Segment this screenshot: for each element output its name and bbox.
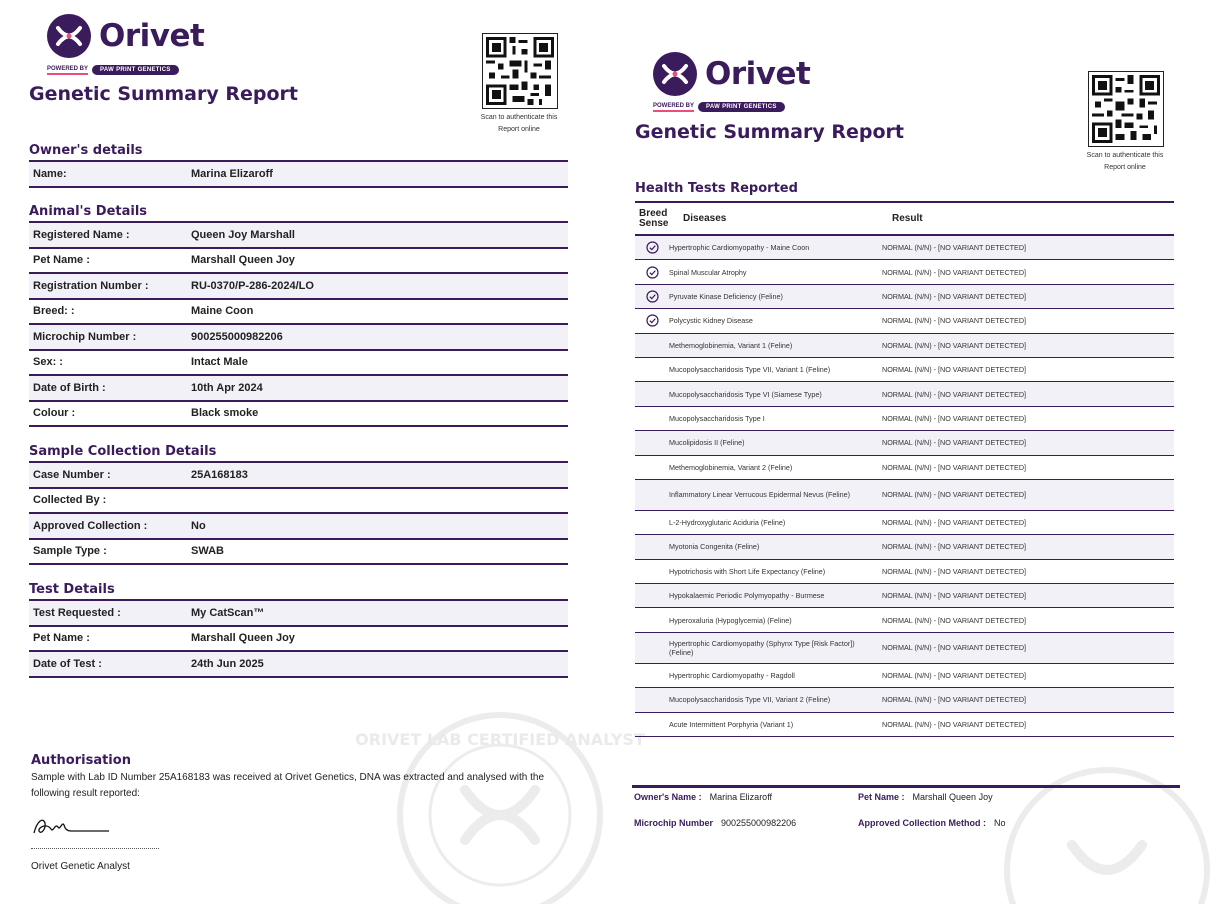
orivet-logo bbox=[653, 52, 810, 96]
authorisation-title: Authorisation bbox=[31, 753, 131, 768]
field-label: Collected By : bbox=[33, 494, 107, 507]
table-row bbox=[635, 608, 1174, 632]
test-result: NORMAL (N/N) - [NO VARIANT DETECTED] bbox=[882, 518, 1027, 528]
qr-code[interactable] bbox=[1088, 71, 1164, 147]
table-row bbox=[29, 489, 568, 515]
table-row bbox=[635, 633, 1174, 664]
table-row bbox=[635, 382, 1174, 406]
disease-name: Mucopolysaccharidosis Type VI (Siamese Type) bbox=[669, 389, 822, 399]
signature-line bbox=[31, 848, 159, 849]
footer-approved-label: Approved Collection Method : bbox=[858, 818, 986, 828]
powered-by-label: POWERED BY bbox=[653, 103, 694, 112]
certified-analyst-watermark bbox=[992, 755, 1224, 904]
field-label: Name: bbox=[33, 167, 67, 180]
field-value: Marshall Queen Joy bbox=[191, 254, 295, 267]
field-value: 25A168183 bbox=[191, 468, 248, 481]
field-value: RU-0370/P-286-2024/LO bbox=[191, 279, 314, 292]
test-result: NORMAL (N/N) - [NO VARIANT DETECTED] bbox=[882, 671, 1027, 681]
table-row bbox=[635, 480, 1174, 511]
field-label: Pet Name : bbox=[33, 632, 90, 645]
footer-approved-value: No bbox=[994, 818, 1006, 828]
table-row bbox=[29, 300, 568, 326]
test-result: NORMAL (N/N) - [NO VARIANT DETECTED] bbox=[882, 267, 1027, 277]
diseases-header: Diseases bbox=[683, 213, 727, 224]
table-row bbox=[29, 274, 568, 300]
table-row bbox=[29, 249, 568, 275]
field-label: Breed: : bbox=[33, 305, 75, 318]
field-label: Date of Birth : bbox=[33, 381, 106, 394]
field-label: Microchip Number : bbox=[33, 330, 137, 343]
powered-by-badge bbox=[47, 65, 179, 75]
orivet-logo bbox=[47, 14, 204, 58]
disease-name: Hypertrophic Cardiomyopathy - Ragdoll bbox=[669, 671, 795, 681]
disease-name: L-2-Hydroxyglutaric Aciduria (Feline) bbox=[669, 518, 786, 528]
sample-section-title: Sample Collection Details bbox=[29, 444, 217, 459]
brand-name: Orivet bbox=[99, 18, 205, 54]
field-label: Registration Number : bbox=[33, 279, 149, 292]
footer-pet-value: Marshall Queen Joy bbox=[912, 792, 993, 802]
test-result: NORMAL (N/N) - [NO VARIANT DETECTED] bbox=[882, 695, 1027, 705]
test-section-title: Test Details bbox=[29, 582, 115, 597]
authorisation-text: Sample with Lab ID Number 25A168183 was received at Orivet Genetics, DNA was extracted and analysed with the following result reported: bbox=[31, 772, 545, 799]
animal-details-table bbox=[29, 221, 568, 427]
partner-name: PAW PRINT GENETICS bbox=[698, 102, 785, 112]
field-label: Date of Test : bbox=[33, 657, 102, 670]
field-label: Test Requested : bbox=[33, 606, 121, 619]
field-value: 10th Apr 2024 bbox=[191, 381, 263, 394]
test-result: NORMAL (N/N) - [NO VARIANT DETECTED] bbox=[882, 643, 1027, 653]
disease-name: Hypokalaemic Periodic Polymyopathy - Burmese bbox=[669, 591, 825, 601]
field-label: Registered Name : bbox=[33, 228, 130, 241]
sample-details-table bbox=[29, 461, 568, 565]
qr-code[interactable] bbox=[482, 33, 558, 109]
field-value: No bbox=[191, 519, 206, 532]
test-result: NORMAL (N/N) - [NO VARIANT DETECTED] bbox=[882, 591, 1027, 601]
footer-approved bbox=[858, 818, 1006, 828]
footer-owner-label: Owner's Name : bbox=[634, 792, 702, 802]
brand-name: Orivet bbox=[705, 56, 811, 92]
field-value: Black smoke bbox=[191, 407, 259, 420]
table-row bbox=[29, 223, 568, 249]
health-tests-title: Health Tests Reported bbox=[635, 181, 798, 196]
orivet-logo-icon bbox=[47, 14, 91, 58]
table-row bbox=[29, 351, 568, 377]
health-tests-rows bbox=[635, 236, 1174, 737]
footer-owner-value: Marina Elizaroff bbox=[709, 792, 773, 802]
field-value: SWAB bbox=[191, 545, 224, 558]
disease-name: Inflammatory Linear Verrucous Epidermal Nevus (Feline) bbox=[669, 490, 850, 500]
field-value: My CatScan™ bbox=[191, 606, 265, 619]
test-result: NORMAL (N/N) - [NO VARIANT DETECTED] bbox=[882, 566, 1027, 576]
table-row bbox=[635, 431, 1174, 455]
report-page-2 bbox=[612, 0, 1224, 904]
field-label: Case Number : bbox=[33, 468, 111, 481]
table-row bbox=[635, 309, 1174, 333]
table-row bbox=[635, 285, 1174, 309]
disease-name: Mucolipidosis II (Feline) bbox=[669, 438, 745, 448]
watermark-text: ORIVET LAB CERTIFIED ANALYST bbox=[355, 730, 645, 749]
field-value: Maine Coon bbox=[191, 305, 254, 318]
table-row bbox=[29, 376, 568, 402]
disease-name: Mucopolysaccharidosis Type VII, Variant 1 (Feline) bbox=[669, 365, 831, 375]
analyst-signature bbox=[31, 813, 111, 839]
breed-sense-check-icon bbox=[635, 290, 669, 303]
table-row bbox=[635, 688, 1174, 712]
field-value: 900255000982206 bbox=[191, 330, 283, 343]
test-result: NORMAL (N/N) - [NO VARIANT DETECTED] bbox=[882, 438, 1027, 448]
breed-sense-check-icon bbox=[635, 266, 669, 279]
table-row bbox=[635, 560, 1174, 584]
table-row bbox=[29, 540, 568, 566]
field-value: Queen Joy Marshall bbox=[191, 228, 295, 241]
breed-sense-check-icon bbox=[635, 241, 669, 254]
footer-microchip-value: 900255000982206 bbox=[721, 818, 797, 828]
disease-name: Methemoglobinemia, Variant 2 (Feline) bbox=[669, 462, 793, 472]
qr-caption: Scan to authenticate this Report online bbox=[1086, 152, 1164, 171]
test-result: NORMAL (N/N) - [NO VARIANT DETECTED] bbox=[882, 542, 1027, 552]
table-row bbox=[635, 584, 1174, 608]
disease-name: Spinal Muscular Atrophy bbox=[669, 267, 747, 277]
table-row bbox=[635, 236, 1174, 260]
table-row bbox=[29, 601, 568, 627]
test-result: NORMAL (N/N) - [NO VARIANT DETECTED] bbox=[882, 291, 1027, 301]
disease-name: Hypertrophic Cardiomyopathy (Sphynx Type [Risk Factor]) (Feline) bbox=[669, 638, 855, 657]
test-result: NORMAL (N/N) - [NO VARIANT DETECTED] bbox=[882, 719, 1027, 729]
disease-name: Polycystic Kidney Disease bbox=[669, 316, 753, 326]
table-row bbox=[635, 713, 1174, 737]
table-header bbox=[635, 203, 1174, 236]
table-row bbox=[635, 334, 1174, 358]
test-result: NORMAL (N/N) - [NO VARIANT DETECTED] bbox=[882, 365, 1027, 375]
test-result: NORMAL (N/N) - [NO VARIANT DETECTED] bbox=[882, 389, 1027, 399]
disease-name: Hypertrophic Cardiomyopathy - Maine Coon bbox=[669, 243, 810, 253]
field-value: Intact Male bbox=[191, 356, 248, 369]
field-label: Sex: : bbox=[33, 356, 63, 369]
field-value: 24th Jun 2025 bbox=[191, 657, 264, 670]
test-result: NORMAL (N/N) - [NO VARIANT DETECTED] bbox=[882, 340, 1027, 350]
report-title: Genetic Summary Report bbox=[635, 121, 904, 143]
footer-pet-label: Pet Name : bbox=[858, 792, 905, 802]
powered-by-badge bbox=[653, 102, 785, 112]
disease-name: Myotonia Congenita (Feline) bbox=[669, 542, 760, 552]
disease-name: Hyperoxaluria (Hypoglycemia) (Feline) bbox=[669, 615, 792, 625]
field-value: Marina Elizaroff bbox=[191, 167, 273, 180]
partner-name: PAW PRINT GENETICS bbox=[92, 65, 179, 75]
test-details-table bbox=[29, 599, 568, 678]
test-result: NORMAL (N/N) - [NO VARIANT DETECTED] bbox=[882, 243, 1027, 253]
disease-name: Methemoglobinemia, Variant 1 (Feline) bbox=[669, 340, 793, 350]
field-label: Colour : bbox=[33, 407, 76, 420]
owner-section-title: Owner's details bbox=[29, 143, 143, 158]
test-result: NORMAL (N/N) - [NO VARIANT DETECTED] bbox=[882, 462, 1027, 472]
disease-name: Mucopolysaccharidosis Type VII, Variant 2 (Feline) bbox=[669, 695, 831, 705]
breed-sense-check-icon bbox=[635, 314, 669, 327]
table-row bbox=[29, 463, 568, 489]
test-result: NORMAL (N/N) - [NO VARIANT DETECTED] bbox=[882, 490, 1027, 500]
table-row bbox=[29, 514, 568, 540]
table-row bbox=[29, 627, 568, 653]
field-label: Pet Name : bbox=[33, 254, 90, 267]
health-tests-table bbox=[635, 201, 1174, 737]
footer-microchip bbox=[634, 818, 796, 828]
table-row bbox=[635, 664, 1174, 688]
footer-owner bbox=[634, 792, 772, 802]
powered-by-label: POWERED BY bbox=[47, 66, 88, 75]
report-footer bbox=[632, 785, 1180, 828]
table-row bbox=[29, 325, 568, 351]
test-result: NORMAL (N/N) - [NO VARIANT DETECTED] bbox=[882, 615, 1027, 625]
table-row bbox=[635, 511, 1174, 535]
table-row bbox=[635, 260, 1174, 284]
test-result: NORMAL (N/N) - [NO VARIANT DETECTED] bbox=[882, 316, 1027, 326]
breed-sense-header: Breed Sense bbox=[639, 207, 669, 229]
table-row bbox=[29, 652, 568, 678]
table-row bbox=[29, 162, 568, 188]
analyst-title: Orivet Genetic Analyst bbox=[31, 861, 130, 872]
animal-section-title: Animal's Details bbox=[29, 204, 148, 219]
owner-details-table bbox=[29, 160, 568, 188]
table-row bbox=[29, 402, 568, 428]
report-title: Genetic Summary Report bbox=[29, 83, 298, 105]
disease-name: Pyruvate Kinase Deficiency (Feline) bbox=[669, 291, 783, 301]
table-row bbox=[635, 358, 1174, 382]
orivet-logo-icon bbox=[653, 52, 697, 96]
disease-name: Mucopolysaccharidosis Type I bbox=[669, 413, 765, 423]
footer-pet bbox=[858, 792, 993, 802]
test-result: NORMAL (N/N) - [NO VARIANT DETECTED] bbox=[882, 413, 1027, 423]
table-row bbox=[635, 456, 1174, 480]
qr-caption: Scan to authenticate this Report online bbox=[480, 114, 558, 133]
field-value: Marshall Queen Joy bbox=[191, 632, 295, 645]
footer-microchip-label: Microchip Number bbox=[634, 818, 714, 828]
field-label: Sample Type : bbox=[33, 545, 107, 558]
table-row bbox=[635, 535, 1174, 559]
table-row bbox=[635, 407, 1174, 431]
disease-name: Hypotrichosis with Short Life Expectancy (Feline) bbox=[669, 566, 826, 576]
field-label: Approved Collection : bbox=[33, 519, 148, 532]
result-header: Result bbox=[892, 213, 923, 224]
disease-name: Acute Intermittent Porphyria (Variant 1) bbox=[669, 719, 794, 729]
